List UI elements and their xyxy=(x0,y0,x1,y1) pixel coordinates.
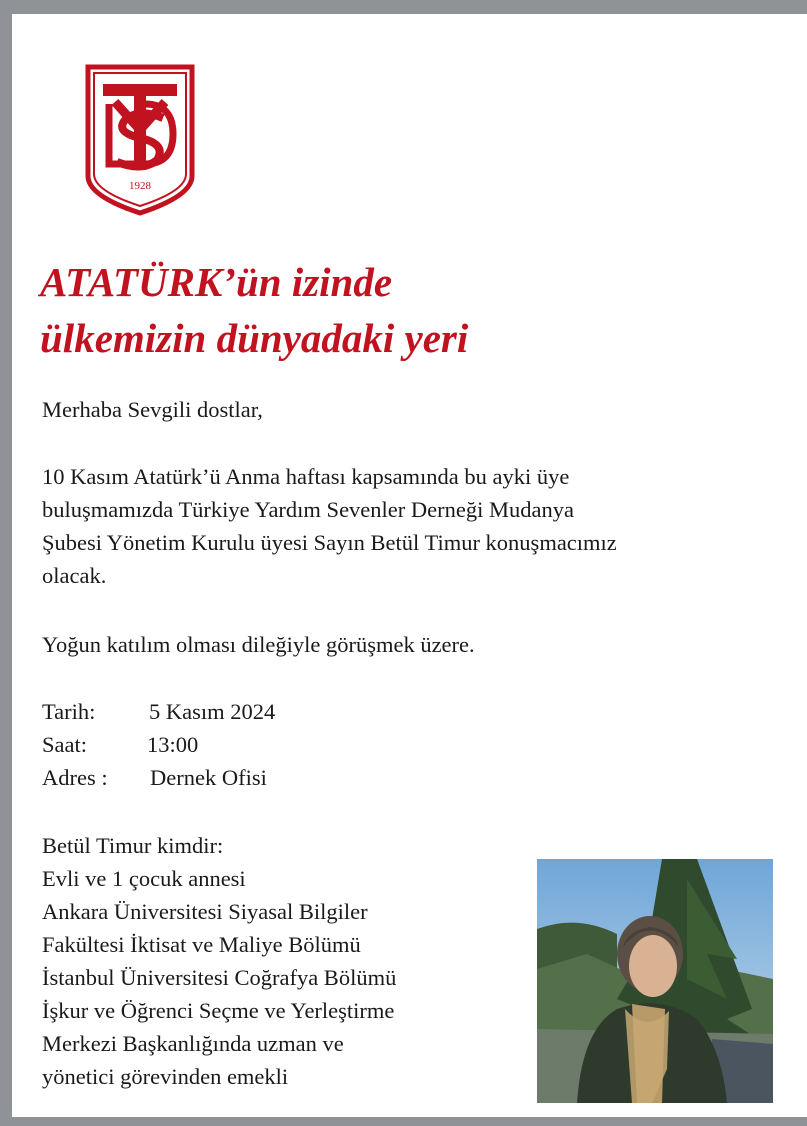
paragraph-line: 10 Kasım Atatürk’ü Anma haftası kapsamında bu ayki üye xyxy=(42,464,570,489)
flyer-page xyxy=(12,14,807,1117)
bio-line: Fakültesi İktisat ve Maliye Bölümü xyxy=(42,932,361,957)
event-title xyxy=(40,254,468,366)
bio-line: Ankara Üniversitesi Siyasal Bilgiler xyxy=(42,899,368,924)
time-value: 13:00 xyxy=(147,732,199,757)
date-label: Tarih: xyxy=(42,699,96,724)
speaker-bio xyxy=(42,829,396,1093)
screenshot-border-left xyxy=(0,0,12,1126)
speaker-photo xyxy=(537,859,773,1103)
logo-year: 1928 xyxy=(129,180,151,192)
paragraph-line: Şubesi Yönetim Kurulu üyesi Sayın Betül Timur konuşmacımız xyxy=(42,530,617,555)
greeting: Merhaba Sevgili dostlar, xyxy=(42,397,263,422)
event-title-line-2: ülkemizin dünyadaki yeri xyxy=(40,315,469,361)
address-value: Dernek Ofisi xyxy=(150,765,267,790)
screenshot-border-top xyxy=(0,0,807,14)
bio-line: yönetici görevinden emekli xyxy=(42,1064,289,1089)
closing-line: Yoğun katılım olması dileğiyle görüşmek üzere. xyxy=(42,632,475,657)
address-label: Adres : xyxy=(42,765,108,790)
bio-line: İşkur ve Öğrenci Seçme ve Yerleştirme xyxy=(42,998,395,1023)
bio-heading: Betül Timur kimdir: xyxy=(42,833,224,858)
announcement-paragraph xyxy=(42,460,617,592)
paragraph-line: buluşmamızda Türkiye Yardım Sevenler Derneği Mudanya xyxy=(42,497,574,522)
bio-line: Evli ve 1 çocuk annesi xyxy=(42,866,246,891)
paragraph-line: olacak. xyxy=(42,563,107,588)
screenshot-border-bottom xyxy=(0,1117,807,1126)
time-label: Saat: xyxy=(42,732,87,757)
bio-line: Merkezi Başkanlığında uzman ve xyxy=(42,1031,344,1056)
bio-line: İstanbul Üniversitesi Coğrafya Bölümü xyxy=(42,965,397,990)
date-value: 5 Kasım 2024 xyxy=(149,699,276,724)
event-title-line-1: ATATÜRK’ün izinde xyxy=(40,259,393,305)
tysd-logo xyxy=(85,64,195,216)
